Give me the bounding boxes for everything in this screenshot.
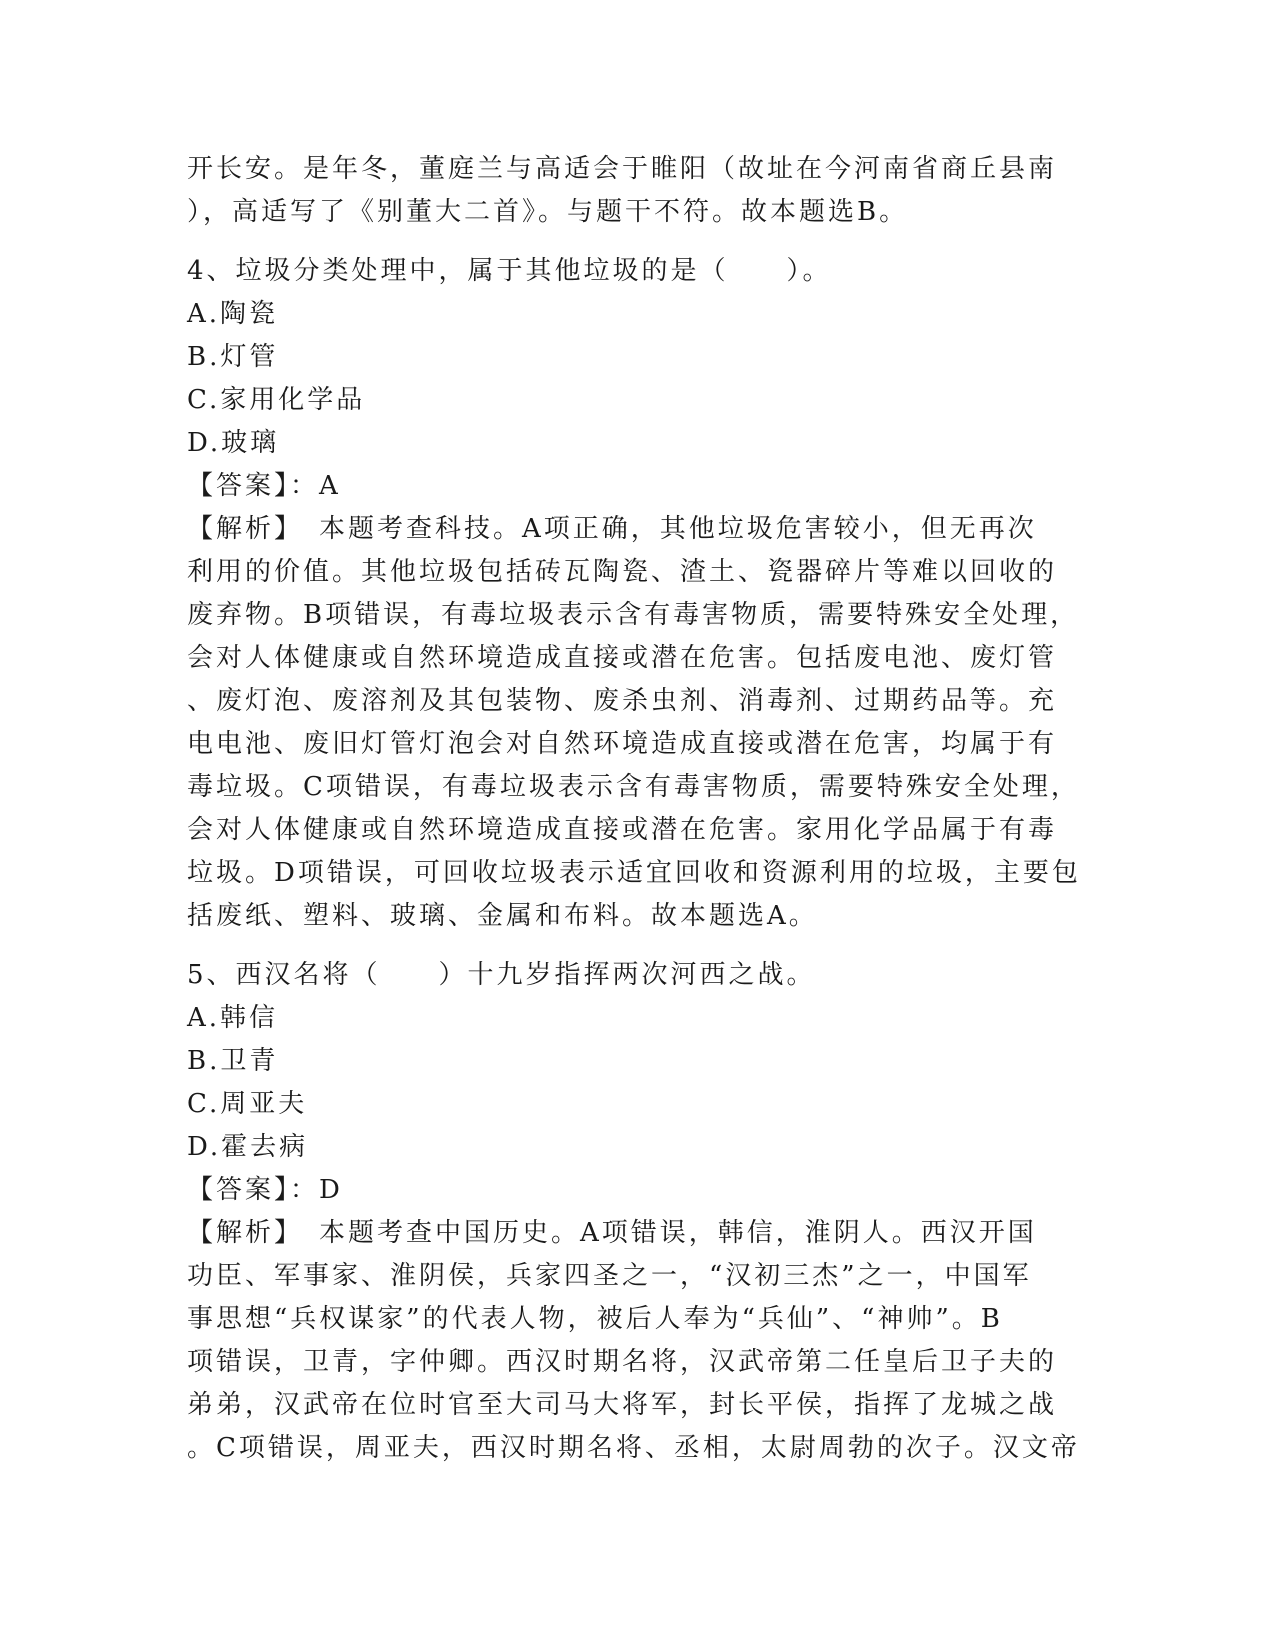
answer-value: A	[319, 471, 341, 501]
analysis-line: 毒垃圾。C项错误，有毒垃圾表示含有毒害物质，需要特殊安全处理，	[187, 772, 1080, 802]
document-page	[187, 148, 1087, 1470]
analysis-line: 会对人体健康或自然环境造成直接或潜在危害。包括废电池、废灯管	[187, 643, 1058, 673]
analysis-line	[187, 508, 1087, 551]
option-c: C.周亚夫	[187, 1089, 308, 1119]
question-block	[187, 250, 1087, 938]
question-stem: 5、西汉名将（ ）十九岁指挥两次河西之战。	[187, 960, 816, 990]
analysis-line: 事思想“兵权谋家”的代表人物，被后人奉为“兵仙”、“神帅”。B	[187, 1304, 1003, 1334]
analysis-line: 会对人体健康或自然环境造成直接或潜在危害。家用化学品属于有毒	[187, 815, 1058, 845]
question-stem: 4、垃圾分类处理中，属于其他垃圾的是（ ）。	[187, 256, 832, 286]
analysis-line: 废弃物。B项错误，有毒垃圾表示含有毒害物质，需要特殊安全处理，	[187, 600, 1080, 630]
analysis-text: 本题考查科技。A项正确，其他垃圾危害较小，但无再次	[290, 514, 1037, 544]
analysis-label: 【解析】	[187, 514, 291, 544]
option-a: A.韩信	[187, 1003, 279, 1033]
analysis-line	[187, 1212, 1087, 1255]
analysis-line: 垃圾。D项错误，可回收垃圾表示适宜回收和资源利用的垃圾，主要包	[187, 858, 1081, 888]
option-c: C.家用化学品	[187, 385, 366, 415]
option-b: B.卫青	[187, 1046, 279, 1076]
analysis-line: 电电池、废旧灯管灯泡会对自然环境造成直接或潜在危害，均属于有	[187, 729, 1058, 759]
answer-label: 【答案】：	[187, 1175, 320, 1205]
option-b: B.灯管	[187, 342, 279, 372]
analysis-text: 本题考查中国历史。A项错误，韩信，淮阴人。西汉开国	[290, 1218, 1037, 1248]
answer-line	[187, 1169, 1087, 1212]
intro-line: 开长安。是年冬，董庭兰与高适会于睢阳（故址在今河南省商丘县南	[187, 154, 1058, 184]
analysis-line: 弟弟，汉武帝在位时官至大司马大将军，封长平侯，指挥了龙城之战	[187, 1390, 1058, 1420]
answer-line	[187, 465, 1087, 508]
answer-label: 【答案】：	[187, 471, 320, 501]
analysis-line: 、废灯泡、废溶剂及其包装物、废杀虫剂、消毒剂、过期药品等。充	[187, 686, 1058, 716]
analysis-line: 功臣、军事家、淮阴侯，兵家四圣之一，“汉初三杰”之一，中国军	[187, 1261, 1032, 1291]
option-d: D.玻璃	[187, 428, 280, 458]
analysis-line: 利用的价值。其他垃圾包括砖瓦陶瓷、渣土、瓷器碎片等难以回收的	[187, 557, 1058, 587]
analysis-label: 【解析】	[187, 1218, 291, 1248]
analysis-line: 项错误，卫青，字仲卿。西汉时期名将，汉武帝第二任皇后卫子夫的	[187, 1347, 1058, 1377]
option-d: D.霍去病	[187, 1132, 309, 1162]
question-block	[187, 954, 1087, 1470]
option-a: A.陶瓷	[187, 299, 279, 329]
intro-line: ），高适写了《别董大二首》。与题干不符。故本题选B。	[187, 197, 909, 227]
answer-value: D	[319, 1175, 343, 1205]
analysis-line: 。C项错误，周亚夫，西汉时期名将、丞相，太尉周勃的次子。汉文帝	[187, 1433, 1080, 1463]
analysis-line: 括废纸、塑料、玻璃、金属和布料。故本题选A。	[187, 901, 818, 931]
